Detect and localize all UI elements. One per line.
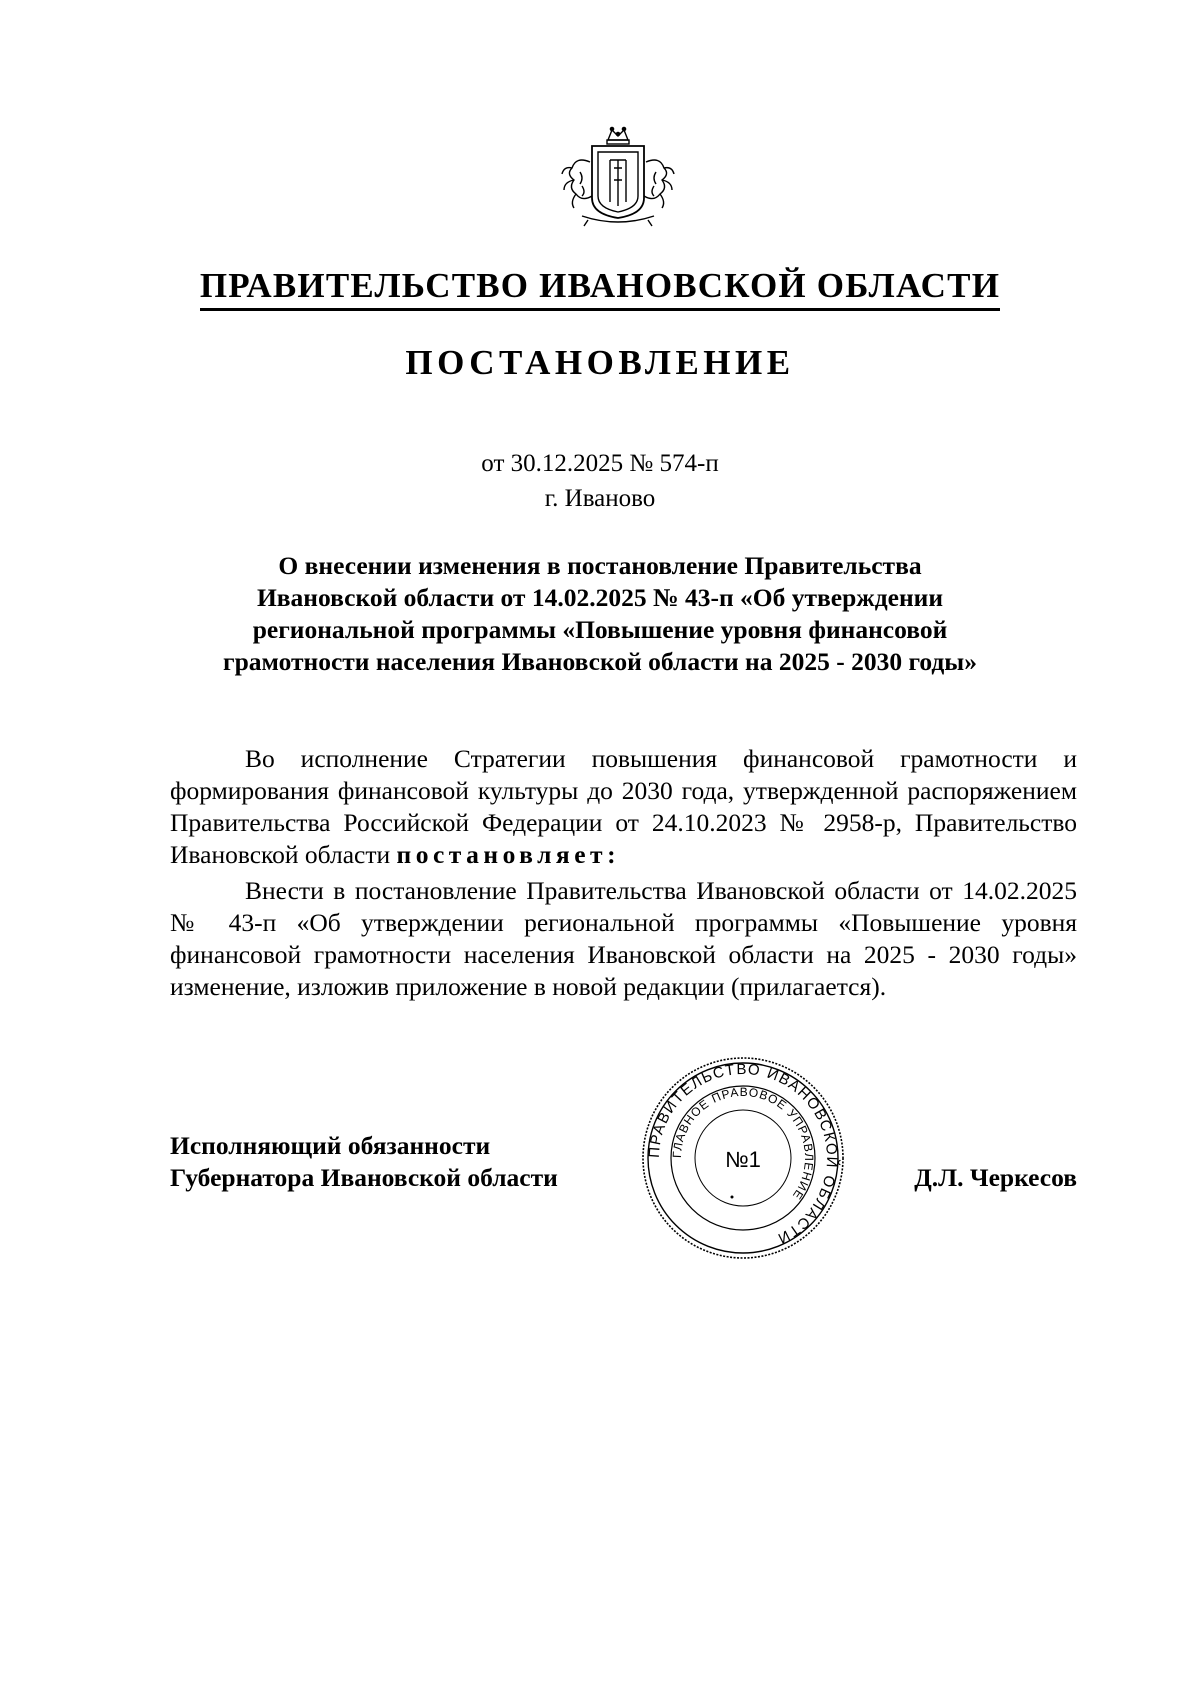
stamp-outer-text: ПРАВИТЕЛЬСТВО ИВАНОВСКОЙ ОБЛАСТИ [645,1060,841,1248]
document-type-heading: ПОСТАНОВЛЕНИЕ [405,343,795,382]
subject-line: региональной программы «Повышение уровня финансовой [252,615,948,644]
resolves-word: постановляет: [396,840,621,869]
signatory-position-line: Губернатора Ивановской области [170,1163,558,1192]
document-subject [175,550,1025,678]
document-date-number: от 30.12.2025 № 574-п [481,450,719,477]
subject-line: грамотности населения Ивановской области на 2025 - 2030 годы» [223,647,977,676]
preamble-text: Во исполнение Стратегии повышения финансовой грамотности и формирования финансовой культуры до 2030 года, утвержденной распоряжением Правительства Российской Федерации от 24.10.2023 № 2958-р, Правительство Ивановской области [170,744,1077,869]
signatory-name: Д.Л. Черкесов [914,1163,1077,1192]
body-paragraph-resolution [170,875,1077,1003]
subject-line: Ивановской области от 14.02.2025 № 43-п «Об утверждении [256,583,944,612]
svg-text:ГЛАВНОЕ ПРАВОВОЕ УПРАВЛЕНИЕ [670,1085,816,1203]
stamp-inner-text: ГЛАВНОЕ ПРАВОВОЕ УПРАВЛЕНИЕ [669,1084,817,1203]
document-city: г. Иваново [544,485,656,512]
stamp-number: №1 [725,1147,761,1172]
government-title-text: ПРАВИТЕЛЬСТВО ИВАНОВСКОЙ ОБЛАСТИ [200,266,1000,311]
official-seal-stamp [640,1055,846,1261]
signatory-position-line: Исполняющий обязанности [170,1131,491,1160]
subject-line: О внесении изменения в постановление Правительства [278,551,922,580]
coat-of-arms-emblem [552,122,684,230]
signatory-position [170,1130,558,1194]
resolution-text: Внести в постановление Правительства Ивановской области от 14.02.2025 № 43-п «Об утверждении региональной программы «Повышение уровня финансовой грамотности населения Ивановской области на 2025 - 2030 годы» изменение, изложив приложение в новой редакции (прилагается). [170,876,1077,1001]
body-paragraph-preamble [170,743,1077,871]
government-title [140,266,1060,306]
